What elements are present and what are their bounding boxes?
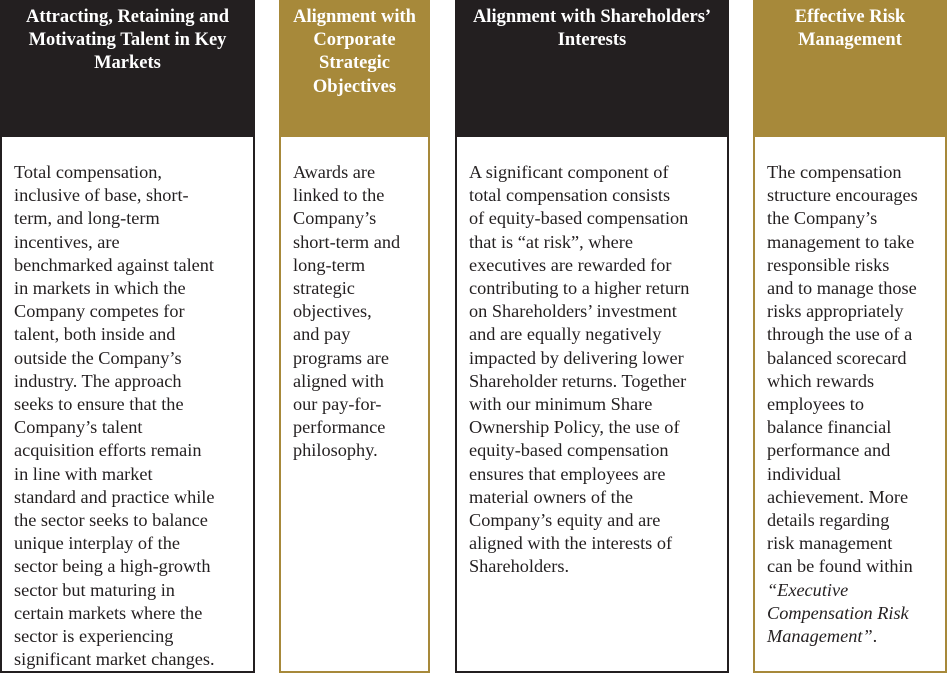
reference-suffix: . [872,626,878,647]
column-risk-management [753,0,947,673]
risk-reference: “Executive Compensation Risk Management” [767,579,909,647]
column-shareholder-interests [455,0,729,673]
column-body-text: The compensation structure encourages the Company’s management to take responsible risks and to manage those risks appropriately through the use of a balanced scorecard which rewards employees to balance financial performance and individual achievement. More details regarding risk management can be found within [767,162,918,577]
column-body [755,161,945,648]
column-strategic-objectives [279,0,430,673]
column-title: Attracting, Retaining and Motivating Talent in Key Markets [0,2,255,137]
column-body: A significant component of total compensation consists of equity-based compensation that is “at risk”, where executives are rewarded for contributing to a higher return on Shareholders’ investment and are equally negatively impacted by delivering lower Shareholder returns. Together with our minimum Share Ownership Policy, the use of equity-based compensation ensures that employees are material owners of the Company’s equity and are aligned with the interests of Shareholders. [469,162,690,577]
column-title: Effective Risk Management [753,2,947,137]
column-body: Awards are linked to the Company’s short-term and long-term strategic objectives, and pay programs are aligned with our pay-for- performance philosophy. [293,162,401,461]
column-title: Alignment with Shareholders’ Interests [455,2,729,137]
column-talent [0,0,255,673]
column-body: Total compensation, inclusive of base, short- term, and long-term incentives, are benchmarked against talent in markets in which the Company competes for talent, both inside and outside the Company’s industry. The approach seeks to ensure that the Company’s talent acquisition efforts remain in line with market standard and practice while the sector seeks to balance unique interplay of the sector being a high-growth sector but maturing in certain markets where the sector is experiencing significant market changes. [14,162,215,670]
column-title: Alignment with Corporate Strategic Objectives [279,2,430,137]
